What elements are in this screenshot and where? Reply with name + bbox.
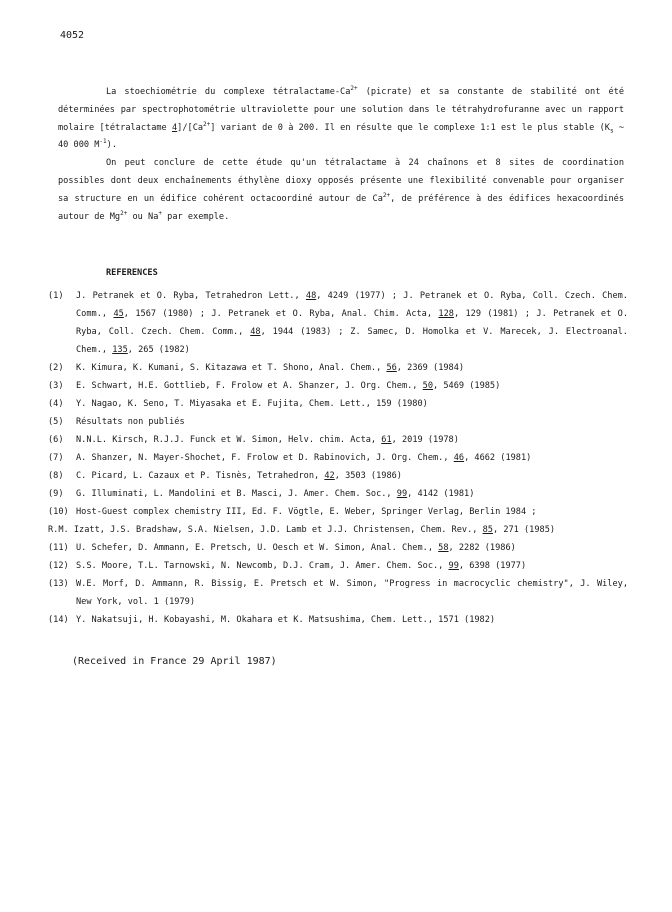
reference-item: (13) W.E. Morf, D. Ammann, R. Bissig, E. Pretsch et W. Simon, "Progress in macrocyclic chemistry", J. Wiley, New York, vol. 1 (1979) [48, 579, 628, 607]
references-heading: REFERENCES [106, 268, 158, 278]
page-number: 4052 [60, 30, 85, 41]
reference-item: (8) C. Picard, L. Cazaux et P. Tisnès, Tetrahedron, 42, 3503 (1986) [48, 471, 402, 481]
reference-item: (14) Y. Nakatsuji, H. Kobayashi, M. Okahara et K. Matsushima, Chem. Lett., 1571 (1982) [48, 615, 496, 625]
reference-item: (3) E. Schwart, H.E. Gottlieb, F. Frolow et A. Shanzer, J. Org. Chem., 50, 5469 (1985) [48, 381, 501, 391]
paragraph-stoichiometry: La stoechiométrie du complexe tétralactame-$Ca^{2+}$ (picrate) et sa constante de stabilité ont été déterminées par spectrophotométrie ultraviolette pour une solution dans le tétrahydrofuranne avec un rapport molaire [tétralactame $4]/[Ca^{2+}]$ variant de 0 à 200. Il en résulte que le complexe 1:1 est le plus stable ($K_s$ ~ 40 000 $M^{-1}$). [58, 85, 625, 151]
reference-item: (5) Résultats non publiés [48, 417, 185, 427]
reference-item: (7) A. Shanzer, N. Mayer-Shochet, F. Frolow et D. Rabinovich, J. Org. Chem., 46, 4662 (1981) [48, 453, 532, 463]
reference-item: (9) G. Illuminati, L. Mandolini et B. Masci, J. Amer. Chem. Soc., 99, 4142 (1981) [48, 489, 475, 499]
reference-item: (12) S.S. Moore, T.L. Tarnowski, N. Newcomb, D.J. Cram, J. Amer. Chem. Soc., 99, 6398 (1977) [48, 561, 527, 571]
reference-item: (2) K. Kimura, K. Kumani, S. Kitazawa et T. Shono, Anal. Chem., 56, 2369 (1984) [48, 363, 465, 373]
reference-item: (11) U. Schefer, D. Ammann, E. Pretsch, U. Oesch et W. Simon, Anal. Chem., 58, 2282 (1986) [48, 543, 516, 553]
received-date: (Received in France 29 April 1987) [72, 656, 277, 667]
paragraph-conclusion: On peut conclure de cette étude qu'un tétralactame à 24 chaînons et 8 sites de coordination possibles dont deux enchaînements éthylène dioxy opposés présente une flexibilité convenable pour organiser sa structure en un édifice cohérent octacoordiné autour de $Ca^{2+}$, de préférence à des édifices hexacoordinés autour de $Mg^{2+}$ ou Na+ par exemple. [58, 158, 624, 222]
reference-item: (6) N.N.L. Kirsch, R.J.J. Funck et W. Simon, Helv. chim. Acta, 61, 2019 (1978) [48, 435, 459, 445]
reference-item: (1) J. Petranek et O. Ryba, Tetrahedron Lett., 48, 4249 (1977) ; J. Petranek et O. Ryba, Coll. Czech. Chem. Comm., 45, 1567 (1980) ; J. Petranek et O. Ryba, Anal. Chim. Acta, 128, 129 (1981) ; J. Petranek et O. Ryba, Coll. Czech. Chem. Comm., 48, 1944 (1983) ; Z. Samec, D. Homolka et V. Marecek, J. Electroanal. Chem., 135, 265 (1982) [48, 291, 628, 355]
references-list [48, 287, 628, 629]
body-text [58, 84, 624, 226]
reference-item: (10) Host-Guest complex chemistry III, Ed. F. Vögtle, E. Weber, Springer Verlag, Berlin 1984 ; R.M. Izatt, J.S. Bradshaw, S.A. Nielsen, J.D. Lamb et J.J. Christensen, Chem. Rev., 85, 271 (1985) [48, 507, 556, 535]
reference-item: (4) Y. Nagao, K. Seno, T. Miyasaka et E. Fujita, Chem. Lett., 159 (1980) [48, 399, 428, 409]
